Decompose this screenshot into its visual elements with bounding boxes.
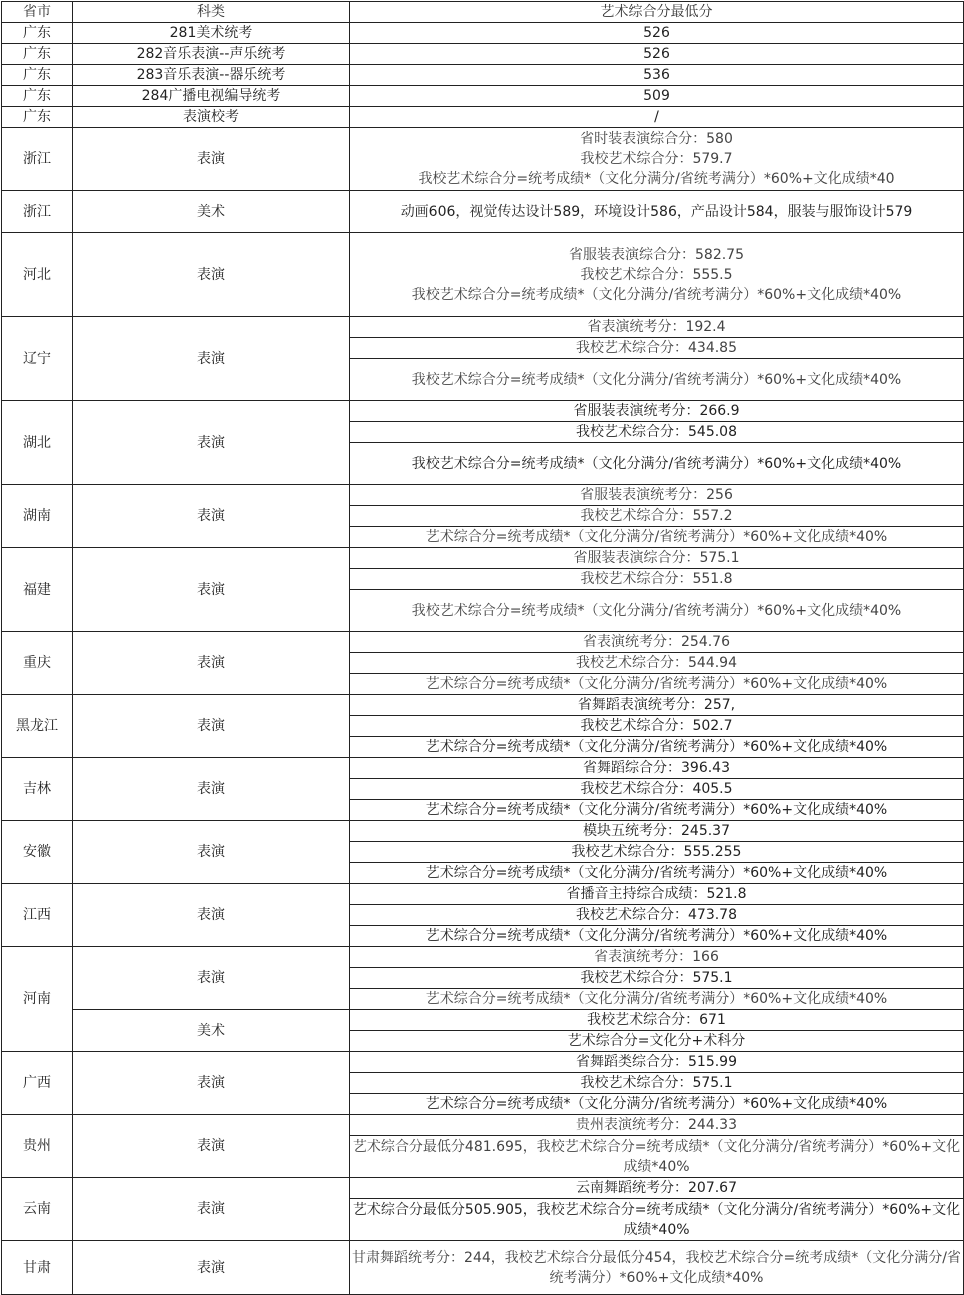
formula-line: 艺术综合分=统考成绩*（文化分满分/省统考满分）*60%+文化成绩*40% [350, 527, 964, 548]
formula-line: 艺术综合分=统考成绩*（文化分满分/省统考满分）*60%+文化成绩*40% [350, 737, 964, 758]
category-cell: 表演 [73, 548, 350, 632]
category-cell: 美术 [73, 191, 350, 233]
category-cell: 表演 [73, 1115, 350, 1178]
province-cell: 广东 [2, 23, 73, 44]
province-cell: 重庆 [2, 632, 73, 695]
score-line: 我校艺术综合分：544.94 [350, 653, 964, 674]
score-line: 省播音主持综合成绩：521.8 [350, 884, 964, 905]
category-cell: 表演 [73, 317, 350, 401]
formula-line: 我校艺术综合分=统考成绩*（文化分满分/省统考满分）*60%+文化成绩*40% [350, 443, 964, 485]
table-row [2, 485, 964, 506]
score-line: 省舞蹈表演统考分：257, [350, 695, 964, 716]
category-cell: 美术 [73, 1010, 350, 1052]
table-row [2, 44, 964, 65]
table-row [2, 548, 964, 569]
category-cell: 表演校考 [73, 107, 350, 128]
score-line: 省时装表演综合分：580 [580, 131, 733, 147]
category-cell: 表演 [73, 695, 350, 758]
formula-line: 艺术综合分=文化分+术科分 [350, 1031, 964, 1052]
table-row [2, 128, 964, 191]
category-cell: 表演 [73, 128, 350, 191]
table-row [2, 695, 964, 716]
score-line: 我校艺术综合分：473.78 [350, 905, 964, 926]
score-line: 省表演统考分：166 [350, 947, 964, 968]
category-cell: 284广播电视编导统考 [73, 86, 350, 107]
score-cell [350, 128, 964, 191]
score-line: 我校艺术综合分：575.1 [350, 968, 964, 989]
table-row [2, 1241, 964, 1295]
score-table [1, 1, 964, 1295]
category-cell: 表演 [73, 758, 350, 821]
category-cell: 表演 [73, 947, 350, 1010]
category-cell: 表演 [73, 884, 350, 947]
table-row [2, 401, 964, 422]
table-row [2, 23, 964, 44]
table-row [2, 821, 964, 842]
province-cell: 云南 [2, 1178, 73, 1241]
formula-line: 艺术综合分=统考成绩*（文化分满分/省统考满分）*60%+文化成绩*40% [350, 926, 964, 947]
province-cell: 福建 [2, 548, 73, 632]
formula-line: 我校艺术综合分=统考成绩*（文化分满分/省统考满分）*60%+文化成绩*40% [350, 590, 964, 632]
score-line: 我校艺术综合分：434.85 [350, 338, 964, 359]
category-cell: 表演 [73, 485, 350, 548]
score-line: 云南舞蹈统考分：207.67 [350, 1178, 964, 1199]
score-line: 省服装表演综合分：575.1 [350, 548, 964, 569]
table-row [2, 65, 964, 86]
table-row [2, 233, 964, 317]
table-row [2, 1178, 964, 1199]
province-cell: 河南 [2, 947, 73, 1052]
category-cell: 282音乐表演--声乐统考 [73, 44, 350, 65]
score-cell [350, 233, 964, 317]
category-cell: 283音乐表演--器乐统考 [73, 65, 350, 86]
header-row [2, 2, 964, 23]
score-line: 我校艺术综合分：405.5 [350, 779, 964, 800]
formula-line: 艺术综合分=统考成绩*（文化分满分/省统考满分）*60%+文化成绩*40% [350, 674, 964, 695]
table-row [2, 1115, 964, 1136]
province-cell: 黑龙江 [2, 695, 73, 758]
table-row [2, 884, 964, 905]
table-row [2, 107, 964, 128]
province-cell: 辽宁 [2, 317, 73, 401]
score-line: 我校艺术综合分：579.7 [580, 151, 733, 167]
score-cell: 526 [350, 44, 964, 65]
province-cell: 广东 [2, 86, 73, 107]
province-cell: 江西 [2, 884, 73, 947]
table-row [2, 758, 964, 779]
score-line: 我校艺术综合分：551.8 [350, 569, 964, 590]
score-line: 省表演统考分：254.76 [350, 632, 964, 653]
category-cell: 表演 [73, 632, 350, 695]
formula-line: 我校艺术综合分=统考成绩*（文化分满分/省统考满分）*60%+文化成绩*40 [418, 171, 895, 187]
category-cell: 表演 [73, 401, 350, 485]
province-cell: 安徽 [2, 821, 73, 884]
score-line: 省舞蹈类综合分：515.99 [350, 1052, 964, 1073]
score-line: 省服装表演综合分：582.75 [569, 246, 744, 263]
table-row [2, 317, 964, 338]
province-cell: 广东 [2, 44, 73, 65]
province-cell: 广东 [2, 65, 73, 86]
score-line: 我校艺术综合分：555.255 [350, 842, 964, 863]
table-row [2, 632, 964, 653]
score-line: 省舞蹈综合分：396.43 [350, 758, 964, 779]
category-cell: 表演 [73, 1178, 350, 1241]
score-cell: 509 [350, 86, 964, 107]
category-cell: 表演 [73, 1052, 350, 1115]
province-cell: 甘肃 [2, 1241, 73, 1295]
province-cell: 贵州 [2, 1115, 73, 1178]
table-row [2, 191, 964, 233]
score-line: 模块五统考分：245.37 [350, 821, 964, 842]
province-cell: 吉林 [2, 758, 73, 821]
province-cell: 湖南 [2, 485, 73, 548]
header-province: 省市 [2, 2, 73, 23]
formula-line: 艺术综合分最低分505.905，我校艺术综合分=统考成绩*（文化分满分/省统考满分）*60%+文化成绩*40% [350, 1199, 964, 1241]
formula-line: 艺术综合分=统考成绩*（文化分满分/省统考满分）*60%+文化成绩*40% [350, 1094, 964, 1115]
table-row [2, 947, 964, 968]
score-line: 我校艺术综合分：575.1 [350, 1073, 964, 1094]
province-cell: 浙江 [2, 191, 73, 233]
province-cell: 浙江 [2, 128, 73, 191]
score-line: 我校艺术综合分：671 [350, 1010, 964, 1031]
table-row [2, 1052, 964, 1073]
score-line: 贵州表演统考分：244.33 [350, 1115, 964, 1136]
category-cell: 表演 [73, 233, 350, 317]
score-cell: / [350, 107, 964, 128]
province-cell: 河北 [2, 233, 73, 317]
score-line: 省服装表演统考分：256 [350, 485, 964, 506]
header-min-score: 艺术综合分最低分 [350, 2, 964, 23]
category-cell: 表演 [73, 821, 350, 884]
formula-line: 我校艺术综合分=统考成绩*（文化分满分/省统考满分）*60%+文化成绩*40% [411, 286, 902, 303]
formula-line: 艺术综合分=统考成绩*（文化分满分/省统考满分）*60%+文化成绩*40% [350, 800, 964, 821]
province-cell: 广西 [2, 1052, 73, 1115]
formula-line: 艺术综合分最低分481.695，我校艺术综合分=统考成绩*（文化分满分/省统考满分）*60%+文化成绩*40% [350, 1136, 964, 1178]
score-line: 我校艺术综合分：557.2 [350, 506, 964, 527]
header-category: 科类 [73, 2, 350, 23]
formula-line: 艺术综合分=统考成绩*（文化分满分/省统考满分）*60%+文化成绩*40% [350, 863, 964, 884]
score-line: 省表演统考分：192.4 [350, 317, 964, 338]
category-cell: 表演 [73, 1241, 350, 1295]
province-cell: 广东 [2, 107, 73, 128]
score-cell: 甘肃舞蹈统考分：244，我校艺术综合分最低分454，我校艺术综合分=统考成绩*（文化分满分/省统考满分）*60%+文化成绩*40% [350, 1241, 964, 1295]
formula-line: 我校艺术综合分=统考成绩*（文化分满分/省统考满分）*60%+文化成绩*40% [350, 359, 964, 401]
formula-line: 艺术综合分=统考成绩*（文化分满分/省统考满分）*60%+文化成绩*40% [350, 989, 964, 1010]
score-cell: 536 [350, 65, 964, 86]
score-cell: 动画606，视觉传达设计589，环境设计586，产品设计584，服装与服饰设计579 [350, 191, 964, 233]
score-line: 我校艺术综合分：502.7 [350, 716, 964, 737]
score-line: 我校艺术综合分：555.5 [580, 266, 733, 283]
score-cell: 526 [350, 23, 964, 44]
score-line: 我校艺术综合分：545.08 [350, 422, 964, 443]
province-cell: 湖北 [2, 401, 73, 485]
table-row [2, 86, 964, 107]
category-cell: 281美术统考 [73, 23, 350, 44]
sub-row [2, 1010, 964, 1031]
score-line: 省服装表演统考分：266.9 [350, 401, 964, 422]
